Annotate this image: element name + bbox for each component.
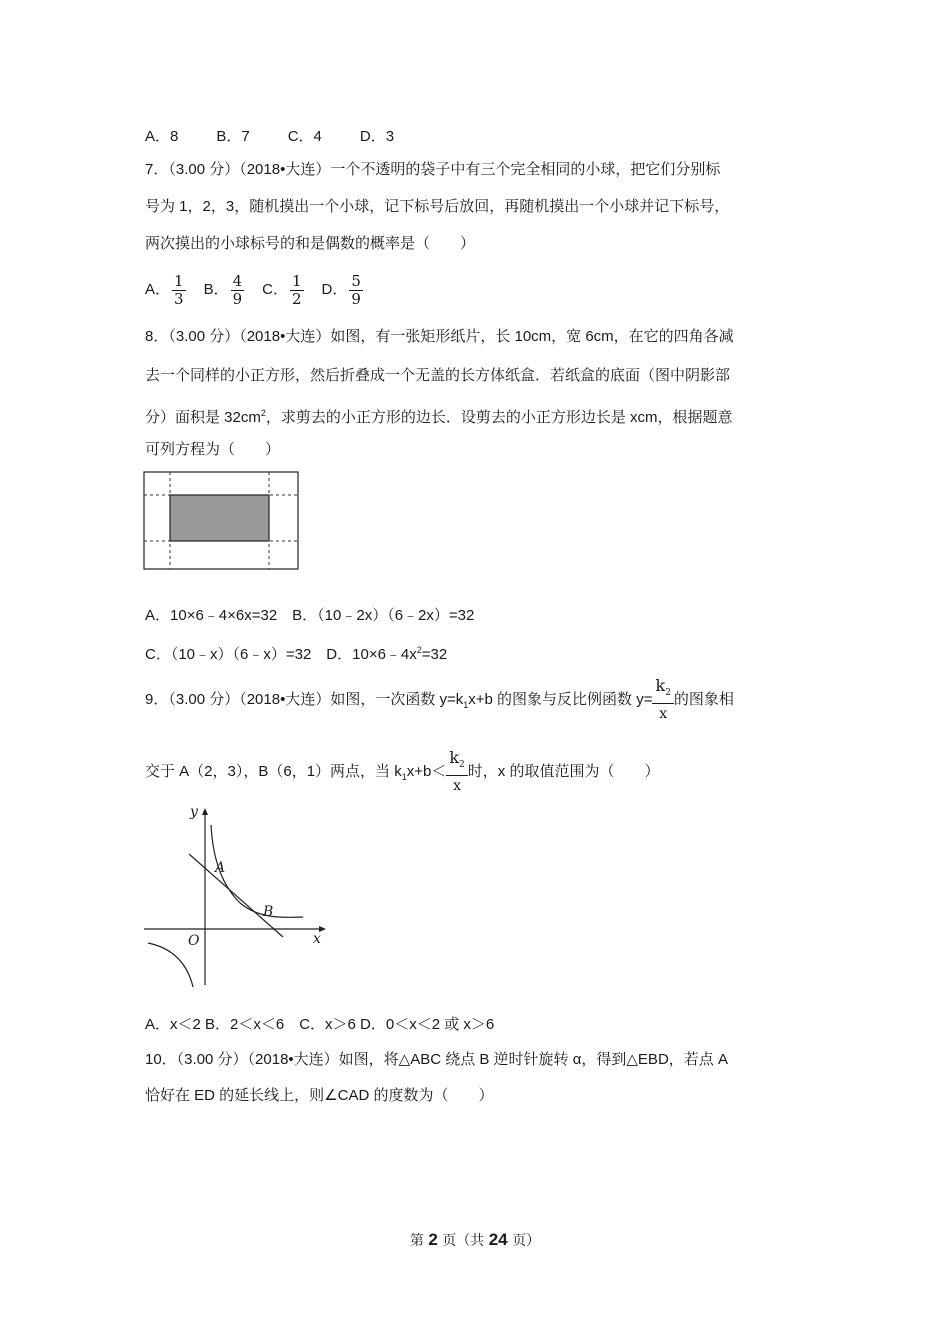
q9-text-line-1 bbox=[145, 676, 734, 726]
q7-option-c-fraction bbox=[290, 273, 304, 308]
k-letter: k bbox=[655, 676, 666, 695]
q6-option-a: A．8 bbox=[145, 128, 179, 145]
q7-text-line-3: 两次摸出的小球标号的和是偶数的概率是（ ） bbox=[145, 235, 476, 252]
q8-line-3-start: 分）面积是 32cm bbox=[145, 409, 261, 426]
q6-option-b: B．7 bbox=[216, 128, 250, 145]
q8-paper-figure bbox=[143, 471, 301, 572]
q7-option-c-label: C． bbox=[262, 281, 288, 298]
fraction-numerator bbox=[652, 676, 673, 704]
origin-label: O bbox=[188, 933, 200, 949]
q7-option-b-fraction bbox=[231, 273, 245, 308]
q6-options bbox=[145, 127, 432, 147]
q7-options bbox=[145, 270, 369, 310]
q9-line-2-start: 交于 A（2，3），B（6，1）两点，当 k bbox=[145, 763, 402, 781]
q9-line-1-start: 9．（3.00 分）（2018•大连）如图，一次函数 y=k bbox=[145, 691, 464, 709]
q8-text-line-1: 8．（3.00 分）（2018•大连）如图，有一张矩形纸片，长 10cm，宽 6cm，在它的四角各减 bbox=[145, 328, 734, 345]
q7-option-a-label: A． bbox=[145, 281, 171, 298]
fraction-numerator: 1 bbox=[174, 271, 184, 290]
k-letter: k bbox=[449, 748, 460, 767]
q10-text-line-2: 恰好在 ED 的延长线上，则∠CAD 的度数为（ ） bbox=[145, 1087, 494, 1104]
k2-subscript: 2 bbox=[459, 760, 465, 771]
q8-text-line-3 bbox=[145, 403, 733, 428]
q7-option-a-fraction bbox=[172, 273, 186, 308]
q7-option-d-label: D． bbox=[321, 281, 348, 298]
q9-options: A．x＜2 B．2＜x＜6 C．x＞6 D．0＜x＜2 或 x＞6 bbox=[145, 1016, 495, 1033]
x-axis-label: x bbox=[313, 931, 321, 947]
linear-function-line bbox=[189, 854, 283, 937]
current-page-number: 2 bbox=[428, 1230, 438, 1249]
q8-text-line-2: 去一个同样的小正方形，然后折叠成一个无盖的长方体纸盒．若纸盒的底面（图中阴影部 bbox=[145, 367, 731, 384]
fraction-denominator: 2 bbox=[291, 289, 302, 308]
q8-text-line-4: 可列方程为（ ） bbox=[145, 441, 281, 458]
q7-option-d-fraction bbox=[349, 273, 363, 308]
fraction-denominator: 9 bbox=[232, 289, 243, 308]
footer-suffix: 页） bbox=[507, 1233, 541, 1249]
q8-line-3-end: ，求剪去的小正方形的边长．设剪去的小正方形边长是 xcm，根据题意 bbox=[265, 409, 733, 426]
fraction-denominator: 3 bbox=[174, 289, 184, 308]
fraction-numerator bbox=[446, 748, 467, 776]
total-page-count: 24 bbox=[488, 1230, 508, 1249]
q7-option-b-label: B． bbox=[203, 281, 229, 298]
fraction-numerator: 1 bbox=[291, 271, 302, 290]
q8-option-d-exponent: 2 bbox=[416, 645, 422, 655]
point-a-label: A bbox=[215, 860, 226, 876]
footer-middle: 页（共 bbox=[437, 1233, 489, 1249]
y-axis-arrow bbox=[202, 808, 208, 815]
point-b-label: B bbox=[263, 904, 274, 920]
fraction-denominator: x bbox=[659, 706, 668, 723]
q9-line-1-mid: x+b 的图象与反比例函数 y= bbox=[468, 691, 653, 709]
q9-line-1-end: 的图象相 bbox=[673, 691, 734, 709]
footer-prefix: 第 bbox=[409, 1233, 429, 1249]
fraction-numerator: 4 bbox=[232, 271, 243, 290]
shaded-box-base bbox=[170, 495, 269, 541]
q8-options-cd bbox=[145, 640, 447, 665]
hyperbola-branch-third-quadrant bbox=[148, 943, 193, 987]
q8-option-d-end: =32 bbox=[421, 646, 448, 663]
q9-function-graph bbox=[140, 800, 335, 990]
page-footer bbox=[0, 1230, 950, 1250]
q6-option-c: C．4 bbox=[287, 128, 322, 145]
q6-option-d: D．3 bbox=[359, 128, 395, 145]
q9-line-2-mid: x+b＜ bbox=[406, 763, 447, 781]
fraction-denominator: x bbox=[453, 778, 462, 795]
k2-subscript: 2 bbox=[665, 688, 671, 699]
q7-text-line-2: 号为 1，2，3，随机摸出一个小球，记下标号后放回，再随机摸出一个小球并记下标号， bbox=[145, 198, 730, 215]
k1-subscript: 1 bbox=[401, 772, 407, 783]
q8-options-ab: A．10×6﹣4×6x=32 B．（10﹣2x）（6﹣2x）=32 bbox=[145, 607, 475, 624]
y-axis-label: y bbox=[190, 804, 198, 820]
q8-area-exponent: 2 bbox=[260, 408, 266, 418]
k2-over-x-fraction bbox=[446, 748, 467, 796]
k1-subscript: 1 bbox=[463, 700, 469, 711]
fraction-numerator: 5 bbox=[351, 271, 361, 290]
q9-line-2-end: 时，x 的取值范围为（ ） bbox=[467, 763, 660, 781]
fraction-denominator: 9 bbox=[351, 289, 361, 308]
q9-text-line-2 bbox=[145, 748, 659, 798]
q8-option-c-d-text: C．（10﹣x）（6﹣x）=32 D．10×6﹣4x bbox=[145, 646, 417, 663]
q10-text-line-1: 10．（3.00 分）（2018•大连）如图，将△ABC 绕点 B 逆时针旋转 α，得到△EBD，若点 A bbox=[145, 1051, 728, 1068]
q7-text-line-1: 7．（3.00 分）（2018•大连）一个不透明的袋子中有三个完全相同的小球，把它们分别标 bbox=[145, 161, 721, 178]
k2-over-x-fraction bbox=[652, 676, 673, 724]
